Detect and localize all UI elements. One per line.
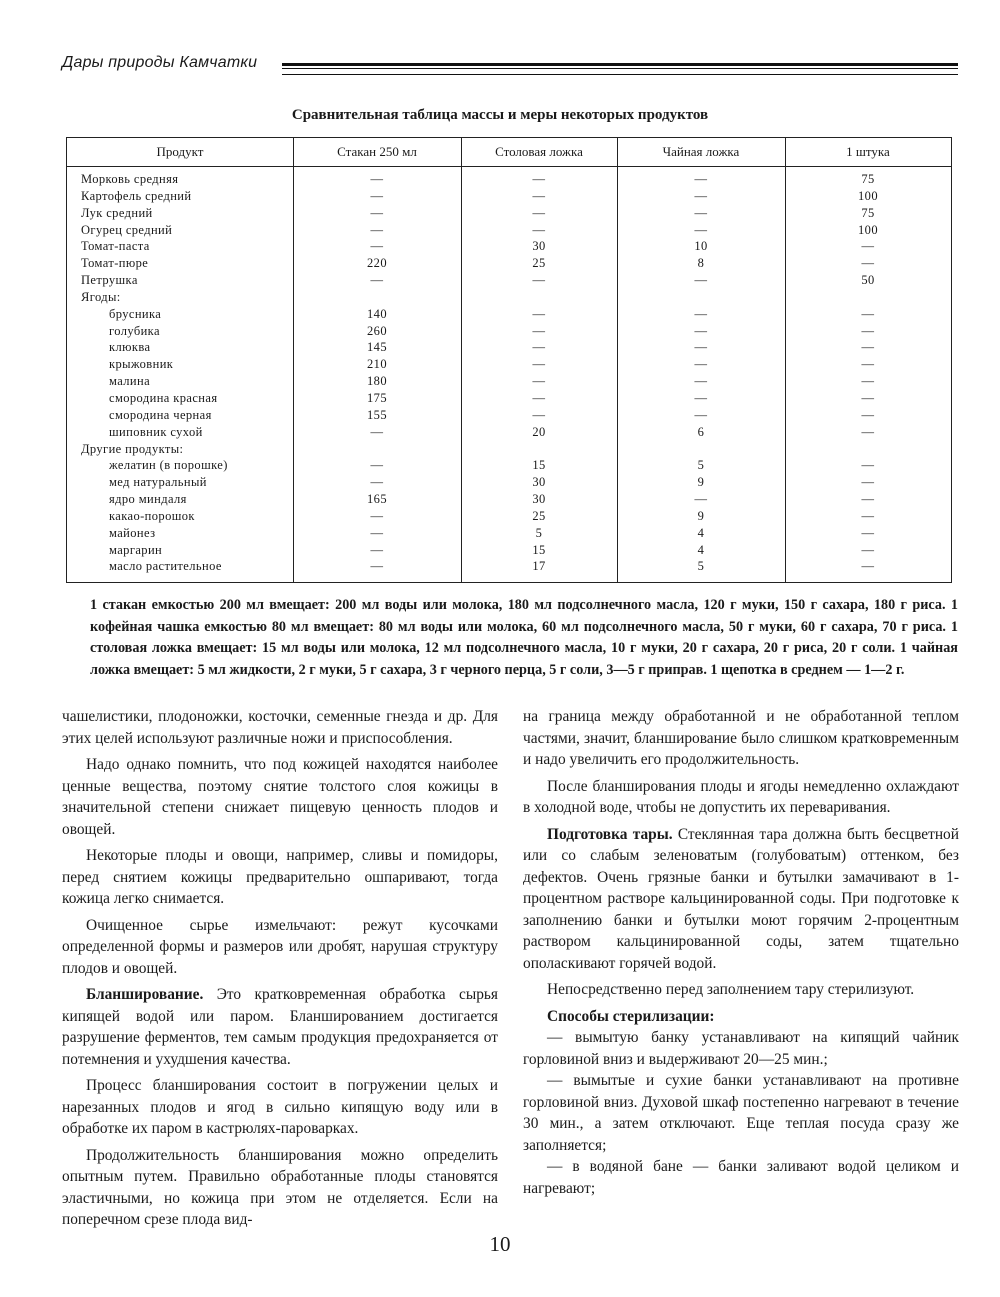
table-cell: — [532,306,546,321]
table-cell: 210 [367,357,387,372]
product-name: Другие продукты: [81,441,184,456]
page-number: 10 [489,1232,511,1256]
header-title: Дары природы Камчатки [62,54,258,71]
paragraph: Процесс бланширования состоит в погружении целых и нарезанных плодов и ягод в сильно кипящую воду или в обработке их паром в кастрюлях-пароварках. [62,1077,498,1137]
table-cell: — [861,559,875,574]
table-cell: — [370,172,384,186]
table-row [67,272,951,289]
table-cell: — [861,458,875,473]
table-cell: — [370,458,384,473]
table-row [67,558,951,575]
table-row [67,525,951,542]
product-name: ядро миндаля [109,492,187,507]
table-cell: — [694,407,708,422]
table-cell: — [861,323,875,338]
table-header-row [67,138,951,167]
table-cell: 9 [697,475,705,490]
table-cell: 260 [367,323,387,338]
product-name: Томат-пюре [81,256,149,271]
paragraph: Некоторые плоды и овощи, например, сливы и помидоры, перед снятием кожицы предварительно ошпаривают, тогда кожица легко снимается. [62,847,498,907]
product-name: мед натуральный [109,475,207,490]
table-cell: — [370,475,384,490]
table-cell: — [694,374,708,389]
product-name: Морковь средняя [81,172,179,186]
table-row [67,474,951,491]
table-cell: — [861,306,875,321]
table-row [67,339,951,356]
table-cell: 10 [694,239,708,254]
table-cell: 5 [697,458,705,473]
table-row [67,171,951,188]
paragraph: После бланширования плоды и ягоды немедленно охлаждают в холодной воде, чтобы не допустить их переваривания. [523,777,959,816]
table-title: Сравнительная таблица массы и меры некоторых продуктов [291,107,709,123]
table-cell: 25 [532,508,546,523]
table-cell: — [694,172,708,186]
list-item: — вымытые и сухие банки устанавливают на противне горловиной вниз. Духовой шкаф постепенно нагревают в течение 30 мин., а затем отключают. Еще теплая посуда сразу же заполняется; [523,1072,959,1154]
table-cell: — [532,323,546,338]
table-cell: — [370,508,384,523]
product-name: масло растительное [109,559,222,574]
table-cell: 15 [532,542,546,557]
section-heading-containers: Подготовка тары. [547,825,673,843]
table-cell: — [694,205,708,220]
product-name: Картофель средний [81,188,192,203]
table-cell: — [694,222,708,237]
table-cell: 30 [532,492,546,507]
table-row [67,373,951,390]
product-name: майонез [109,525,156,540]
table-row [67,255,951,272]
table-cell: — [532,390,546,405]
product-name: крыжовник [109,357,174,372]
table-cell: — [370,239,384,254]
header-piece: 1 штука [846,144,890,159]
table-cell: 17 [532,559,546,574]
table-row [67,188,951,205]
product-name: желатин (в порошке) [109,458,228,473]
table-cell: — [694,188,708,203]
table-row [67,238,951,255]
product-name: голубика [109,323,160,338]
table-cell: 9 [697,508,705,523]
table-row [67,306,951,323]
product-name: Ягоды: [81,289,121,304]
table-cell: — [370,542,384,557]
table-cell: — [370,273,384,288]
table-cell: 4 [697,542,705,557]
table-cell: — [694,357,708,372]
table-cell: — [370,188,384,203]
table-cell: — [370,424,384,439]
table-cell: — [861,357,875,372]
table-cell: — [532,407,546,422]
table-cell: — [532,340,546,355]
product-name: смородина красная [109,390,218,405]
product-name: малина [109,374,151,389]
paragraph-text: Это кратковременная обработка сырья кипящей водой или паром. Бланшированием достигается разрушение ферментов, тем самым продукция предохраняется от потемнения и ухудшения качества. [62,986,498,1068]
paragraph: Надо однако помнить, что под кожицей находятся наиболее ценные вещества, поэтому снятие толстого слоя кожицы в значительной степени снижает пищевую ценность плодов и овощей. [62,756,498,838]
table-cell: — [370,222,384,237]
table-cell: — [370,525,384,540]
paragraph: на граница между обработанной и не обработанной теплом частями, значит, бланширование было слишком кратковременным и надо увеличить его продолжительность. [523,708,959,768]
table-row [67,289,951,306]
table-cell: — [861,407,875,422]
product-name: какао-порошок [109,508,195,523]
table-cell: — [861,508,875,523]
table-row [67,457,951,474]
table-cell: — [861,424,875,439]
paragraph: Очищенное сырье измельчают: режут кусочками определенной формы и размеров или дробят, нарушая структуру плодов и овощей. [62,916,498,977]
product-name: брусника [109,306,162,321]
table-cell: — [694,390,708,405]
table-cell: — [532,222,546,237]
table-cell: 20 [532,424,546,439]
header-teaspoon: Чайная ложка [662,144,740,159]
table-cell: — [861,475,875,490]
product-name: клюква [109,340,151,355]
table-cell: 165 [367,492,387,507]
table-cell: — [861,256,875,271]
table-cell: — [861,239,875,254]
table-cell: — [861,525,875,540]
table-row [67,407,951,424]
paragraph-containers [523,824,959,975]
header-glass: Стакан 250 мл [337,144,417,159]
section-heading-blanching: Бланширование. [86,986,204,1003]
table-cell: — [694,340,708,355]
left-column [62,706,498,1231]
table-cell: — [532,188,546,203]
paragraph-blanching [62,984,498,1070]
table-cell: — [861,340,875,355]
product-name: маргарин [109,542,163,557]
table-cell: 5 [535,525,543,540]
product-name: Томат-паста [81,239,150,254]
table-cell: — [694,273,708,288]
table-cell: — [532,374,546,389]
table-row [67,424,951,441]
product-name: шиповник сухой [109,424,203,439]
product-name: Лук средний [81,205,153,220]
table-cell: 25 [532,256,546,271]
header-tablespoon: Столовая ложка [495,144,583,159]
comparison-table [66,137,952,583]
table-row [67,508,951,525]
table-cell: 140 [367,306,387,321]
table-cell: — [370,205,384,220]
product-name: Петрушка [81,273,138,288]
table-cell: 220 [367,256,387,271]
header-product: Продукт [156,144,204,159]
table-cell: — [861,390,875,405]
table-cell: — [532,205,546,220]
table-cell: — [532,273,546,288]
table-cell: — [370,559,384,574]
table-cell: — [694,306,708,321]
table-cell: 145 [367,340,387,355]
paragraph-text: Стеклянная тара должна быть бесцветной или со слабым зеленоватым (голубоватым) оттенком, без дефектов. Очень грязные банки и бутылки замачивают в 1-процентном растворе кальцинированной соды. При подготовке к заполнению банки и бутылки моют горячим 2-процентным раствором кальцинированной соды, затем тщательно ополаскивают горячей водой. [523,825,959,972]
table-cell: 75 [861,172,875,186]
table-cell: 100 [858,188,878,203]
right-column [523,706,959,1199]
table-row [67,222,951,239]
table-cell: 8 [697,256,705,271]
running-header [62,54,958,82]
table-row [67,441,951,458]
table-cell: 5 [697,559,705,574]
table-cell: — [861,542,875,557]
list-item: — в водяной бане — банки заливают водой целиком и нагревают; [523,1158,959,1197]
table-row [67,542,951,559]
table-cell: 15 [532,458,546,473]
table-cell: — [532,357,546,372]
table-row [67,491,951,508]
list-item: — вымытую банку устанавливают на кипящий чайник горловиной вниз и выдерживают 20—25 мин.; [523,1029,959,1068]
section-heading-sterilization: Способы стерилизации: [547,1007,715,1025]
table-cell: 4 [697,525,705,540]
paragraph: чашелистики, плодоножки, косточки, семенные гнезда и др. Для этих целей используют различные ножи и приспособления. [62,708,498,747]
table-cell: 30 [532,239,546,254]
table-cell: — [694,492,708,507]
table-cell: — [861,374,875,389]
table-row [67,356,951,373]
table-cell: 75 [861,205,875,220]
table-row [67,323,951,340]
header-rule [282,63,958,75]
table-cell: — [532,172,546,186]
product-name: Огурец средний [81,222,173,237]
table-cell: — [861,492,875,507]
sterilization-heading [523,1006,959,1028]
table-body [67,171,951,575]
paragraph: Непосредственно перед заполнением тару стерилизуют. [547,981,915,998]
table-cell: 180 [367,374,387,389]
table-cell: — [694,323,708,338]
table-cell: 175 [367,390,387,405]
table-cell: 50 [861,273,875,288]
table-cell: 100 [858,222,878,237]
table-cell: 6 [697,424,705,439]
table-cell: 155 [367,407,387,422]
measures-note: 1 стакан емкостью 200 мл вмещает: 200 мл воды или молока, 180 мл подсолнечного масла, 120 г муки, 150 г сахара, 180 г риса. 1 кофейная чашка емкостью 80 мл вмещает: 80 мл воды или молока, 60 мл подсолнечного масла, 50 г муки, 60 г сахара, 70 г риса. 1 столовая ложка вмещает: 15 мл воды или молока, 12 мл подсолнечного масла, 10 г муки, 20 г сахара, 20 г риса, 20 г соли. 1 чайная ложка вмещает: 5 мл жидкости, 2 г муки, 5 г сахара, 3 г черного перца, 5 г соли, 3—5 г приправ. 1 щепотка в среднем — 1—2 г. [90,597,958,678]
table-row [67,205,951,222]
table-cell: 30 [532,475,546,490]
product-name: смородина черная [109,407,212,422]
table-row [67,390,951,407]
paragraph: Продолжительность бланширования можно определить опытным путем. Правильно обработанные плоды становятся эластичными, но кожица при этом не отделяется. Если на поперечном срезе плода вид- [62,1146,498,1228]
